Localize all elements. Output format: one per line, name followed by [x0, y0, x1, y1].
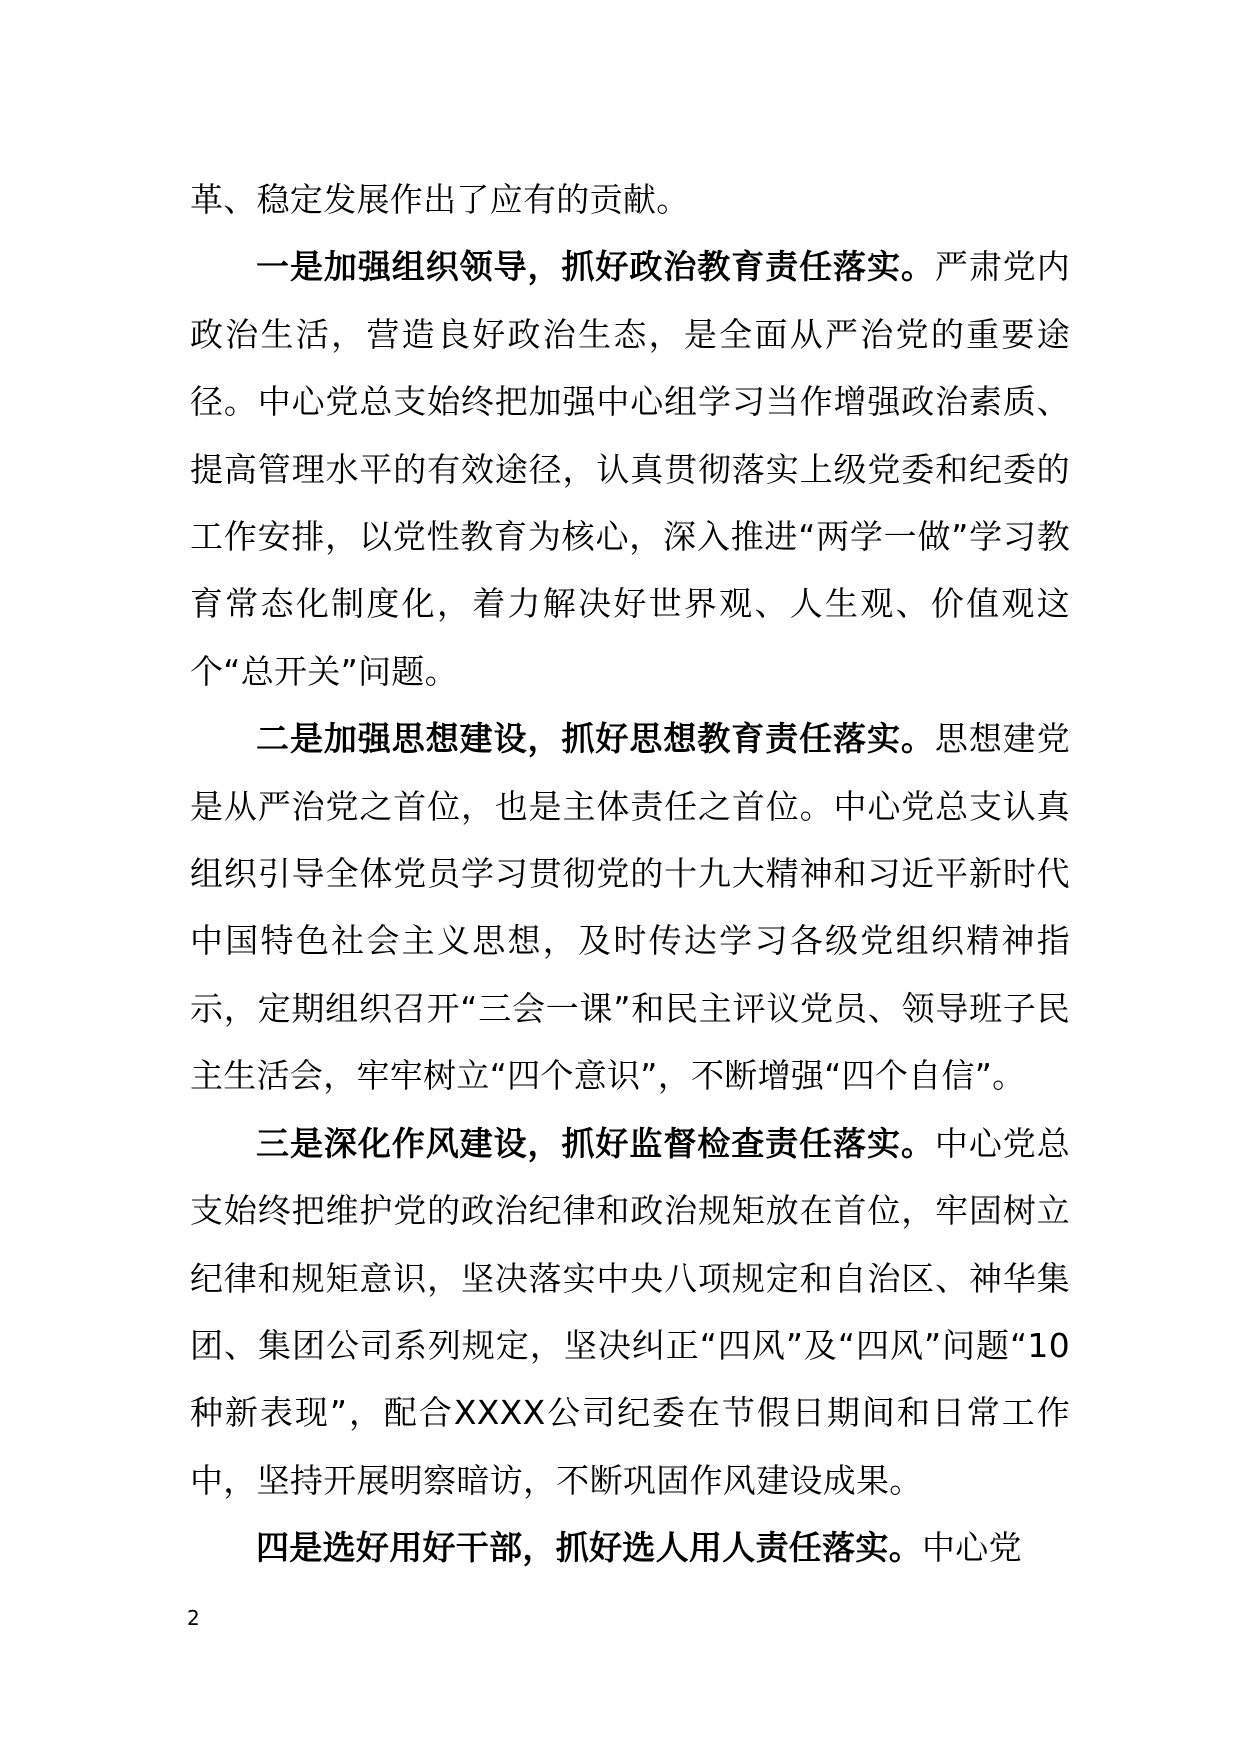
paragraph-body: 严肃党内政治生活，营造良好政治生态，是全面从严治党的重要途径。中心党总支始终把加强中心组学习当作增强政治素质、提高管理水平的有效途径，认真贯彻落实上级党委和纪委的工作安排，以党性教育为核心，深入推进“两学一做”学习教育常态化制度化，着力解决好世界观、人生观、价值观这个“总开关”问题。	[190, 247, 1071, 691]
paragraph-body: 革、稳定发展作出了应有的贡献。	[190, 180, 690, 219]
paragraph-body: 思想建党是从严治党之首位，也是主体责任之首位。中心党总支认真组织引导全体党员学习贯彻党的十九大精神和习近平新时代中国特色社会主义思想，及时传达学习各级党组织精神指示，定期组织召开“三会一课”和民主评议党员、领导班子民主生活会，牢牢树立“四个意识”，不断增强“四个自信”。	[190, 719, 1071, 1096]
page-number: 2	[187, 1606, 200, 1630]
paragraph-work-style	[190, 1110, 1070, 1514]
paragraph-cadre-selection	[190, 1514, 1070, 1581]
paragraph-lead: 三是深化作风建设，抓好监督检查责任落实。	[256, 1123, 935, 1163]
body-text	[190, 166, 1070, 1582]
paragraph-political-education	[190, 233, 1070, 705]
paragraph-lead: 一是加强组织领导，抓好政治教育责任落实。	[256, 247, 935, 287]
paragraph-lead: 二是加强思想建设，抓好思想教育责任落实。	[256, 719, 935, 759]
paragraph-body: 中心党总支始终把维护党的政治纪律和政治规矩放在首位，牢固树立纪律和规矩意识，坚决落实中央八项规定和自治区、神华集团、集团公司系列规定，坚决纠正“四风”及“四风”问题“10种新表现”，配合XXXX公司纪委在节假日期间和日常工作中，坚持开展明察暗访，不断巩固作风建设成果。	[190, 1123, 1071, 1500]
paragraph-body: 中心党	[922, 1528, 1022, 1568]
paragraph-ideological-building	[190, 705, 1070, 1109]
paragraph-lead: 四是选好用好干部，抓好选人用人责任落实。	[256, 1528, 922, 1568]
paragraph-continuation	[190, 166, 1070, 233]
